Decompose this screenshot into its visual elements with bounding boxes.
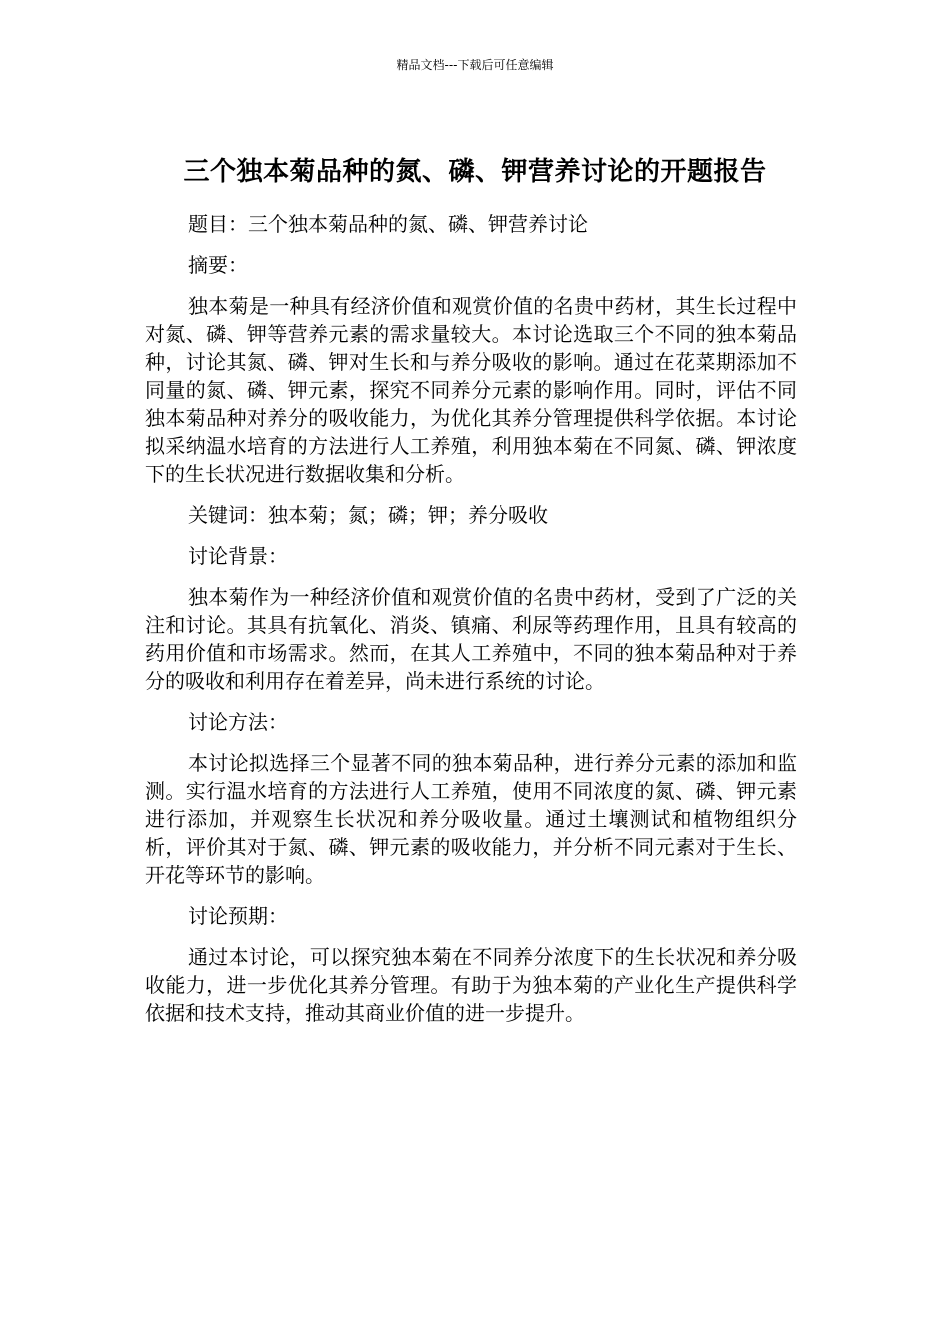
expectation-label: 讨论预期：	[188, 904, 288, 928]
expectation-text: 通过本讨论，可以探究独本菊在不同养分浓度下的生长状况和养分吸收能力，进一步优化其养分管理。有助于为独本菊的产业化生产提供科学依据和技术支持，推动其商业价值的进一步提升。	[145, 945, 797, 1025]
background-label: 讨论背景：	[188, 544, 288, 568]
document-body	[145, 210, 797, 1040]
abstract-label: 摘要：	[188, 253, 248, 277]
document-title: 三个独本菊品种的氮、磷、钾营养讨论的开题报告	[183, 157, 767, 188]
background-text: 独本菊作为一种经济价值和观赏价值的名贵中药材，受到了广泛的关注和讨论。其具有抗氧化、消炎、镇痛、利尿等药理作用，且具有较高的药用价值和市场需求。然而，在其人工养殖中，不同的独本菊品种对于养分的吸收和利用存在着差异，尚未进行系统的讨论。	[145, 585, 797, 693]
keywords-line: 关键词：独本菊；氮；磷；钾；养分吸收	[188, 503, 548, 527]
abstract-text: 独本菊是一种具有经济价值和观赏价值的名贵中药材，其生长过程中对氮、磷、钾等营养元素的需求量较大。本讨论选取三个不同的独本菊品种，讨论其氮、磷、钾对生长和与养分吸收的影响。通过在花菜期添加不同量的氮、磷、钾元素，探究不同养分元素的影响作用。同时，评估不同独本菊品种对养分的吸收能力，为优化其养分管理提供科学依据。本讨论拟采纳温水培育的方法进行人工养殖，利用独本菊在不同氮、磷、钾浓度下的生长状况进行数据收集和分析。	[145, 294, 797, 486]
header-note: 精品文档---下载后可任意编辑	[396, 58, 554, 72]
method-label: 讨论方法：	[188, 710, 288, 734]
method-text: 本讨论拟选择三个显著不同的独本菊品种，进行养分元素的添加和监测。实行温水培育的方法进行人工养殖，使用不同浓度的氮、磷、钾元素进行添加，并观察生长状况和养分吸收量。通过土壤测试和植物组织分析，评价其对于氮、磷、钾元素的吸收能力，并分析不同元素对于生长、开花等环节的影响。	[145, 751, 797, 887]
subject-line: 题目：三个独本菊品种的氮、磷、钾营养讨论	[188, 212, 588, 236]
